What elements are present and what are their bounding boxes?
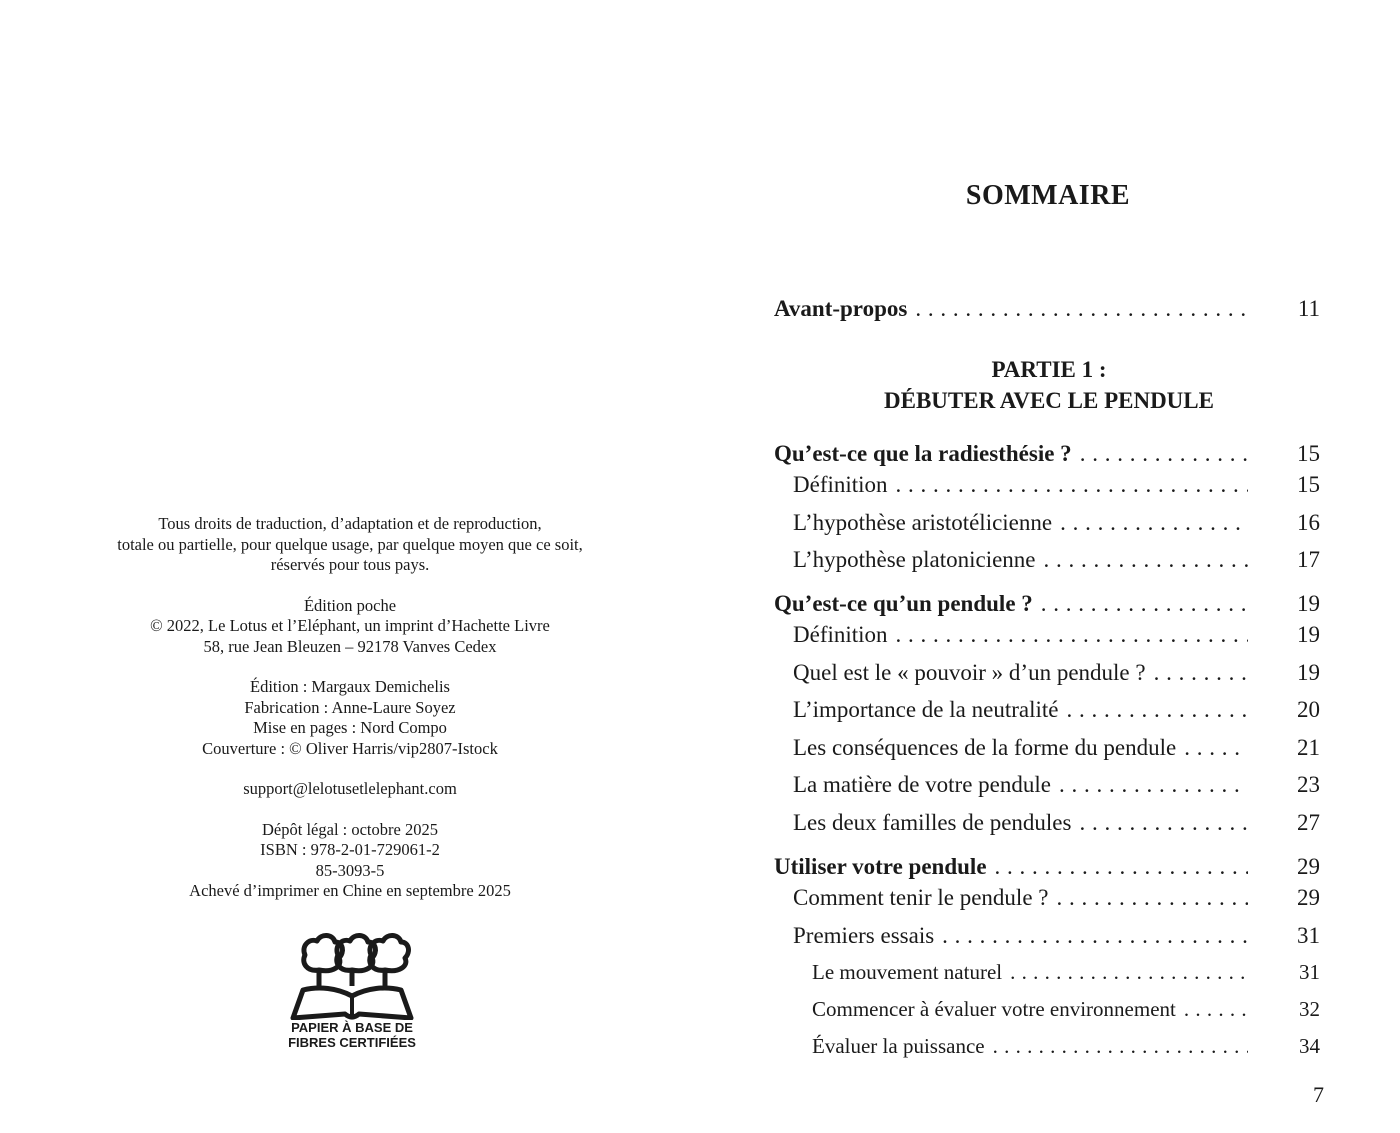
toc-entry-page: 19	[1297, 660, 1320, 685]
rights-line: Tous droits de traduction, d’adaptation et de reproduction,	[158, 514, 542, 533]
toc-entry-title: Évaluer la puissance	[812, 1034, 985, 1058]
toc-entry-page: 31	[1297, 923, 1320, 948]
toc-entry-title: Premiers essais	[793, 923, 935, 948]
dot-leader	[1184, 997, 1248, 1022]
toc-entry-page: 19	[1297, 591, 1320, 616]
dot-leader	[993, 1034, 1248, 1059]
dot-leader	[1154, 660, 1248, 686]
dot-leader	[896, 622, 1248, 648]
toc-entry-title: Qu’est-ce que la radiesthésie ?	[774, 441, 1072, 466]
logo-caption	[282, 1020, 422, 1050]
toc-entry-title: L’hypothèse aristotélicienne	[793, 510, 1053, 535]
page-number: 7	[1313, 1082, 1324, 1107]
toc-entry-section[interactable]	[774, 472, 1320, 502]
toc-entry-title: L’importance de la neutralité	[793, 697, 1059, 722]
toc-entry-page: 15	[1297, 472, 1320, 497]
dot-leader	[1184, 735, 1248, 761]
toc-entry-title: Les deux familles de pendules	[793, 810, 1072, 835]
edition-line: Édition poche	[303, 595, 397, 615]
rights-line: totale ou partielle, pour quelque usage, par quelque moyen que ce soit,	[117, 534, 583, 554]
certified-paper-logo	[282, 930, 422, 1050]
legal-line: Achevé d’imprimer en Chine en septembre 2025	[189, 881, 511, 900]
toc-entry-title: Utiliser votre pendule	[774, 854, 987, 879]
toc-entry-subsection[interactable]	[774, 997, 1320, 1027]
toc-entry-title: Le mouvement naturel	[812, 960, 1003, 984]
toc-entry-title: L’hypothèse platonicienne	[793, 547, 1036, 572]
toc-entry-chapter[interactable]	[774, 441, 1320, 471]
toc-entry-page: 27	[1297, 810, 1320, 835]
legal-line: 85-3093-5	[315, 860, 385, 880]
trees-book-icon	[289, 930, 415, 1020]
legal-line: ISBN : 978-2-01-729061-2	[260, 840, 440, 859]
toc-entry-title: Définition	[793, 472, 888, 497]
toc-entry-subsection[interactable]	[774, 960, 1320, 990]
toc-entry-page: 17	[1297, 547, 1320, 572]
toc-entry-title: Définition	[793, 622, 888, 647]
toc-entry-page: 23	[1297, 772, 1320, 797]
dot-leader	[942, 923, 1248, 949]
toc-entry-title: Qu’est-ce qu’un pendule ?	[774, 591, 1033, 616]
toc-entry-title: Comment tenir le pendule ?	[793, 885, 1049, 910]
toc-entry-title: La matière de votre pendule	[793, 772, 1051, 797]
dot-leader	[1010, 960, 1248, 985]
toc-heading-text: SOMMAIRE	[965, 180, 1131, 211]
copyright-block	[50, 514, 650, 922]
legal-info	[50, 820, 650, 902]
toc-entry-chapter[interactable]	[774, 854, 1320, 884]
staff-line: Fabrication : Anne-Laure Soyez	[244, 697, 456, 717]
dot-leader	[1056, 885, 1248, 911]
staff-line: Mise en pages : Nord Compo	[253, 718, 447, 737]
toc-entry-section[interactable]	[774, 622, 1320, 652]
toc-entry-section[interactable]	[774, 547, 1320, 577]
toc-entry-page: 29	[1297, 885, 1320, 910]
toc-entry-section[interactable]	[774, 923, 1320, 953]
toc-entry-page: 20	[1297, 697, 1320, 722]
toc-entry-title: Commencer à évaluer votre environnement	[812, 997, 1176, 1021]
legal-line: Dépôt légal : octobre 2025	[262, 819, 438, 839]
edition-line: 58, rue Jean Bleuzen – 92178 Vanves Cedex	[203, 636, 497, 656]
toc-entry-page: 32	[1299, 997, 1320, 1021]
dot-leader	[1060, 510, 1248, 536]
rights-line: réservés pour tous pays.	[270, 555, 430, 574]
dot-leader	[896, 472, 1248, 498]
toc-entry-section[interactable]	[774, 772, 1320, 802]
toc-entry-page: 29	[1297, 854, 1320, 879]
staff-line: Couverture : © Oliver Harris/vip2807-Istock	[202, 738, 498, 758]
toc-entry-page: 15	[1297, 441, 1320, 466]
dot-leader	[1080, 441, 1248, 467]
email-text: support@lelotusetlelephant.com	[243, 779, 457, 798]
part-title: DÉBUTER AVEC LE PENDULE	[884, 388, 1214, 413]
toc-entry-section[interactable]	[774, 697, 1320, 727]
toc-entry-page: 31	[1299, 960, 1320, 984]
toc-entry-title: Les conséquences de la forme du pendule	[793, 735, 1177, 760]
dot-leader	[1079, 810, 1248, 836]
toc-entry-subsection[interactable]	[774, 1034, 1320, 1064]
logo-caption-line: PAPIER À BASE DE	[291, 1020, 413, 1035]
staff-line: Édition : Margaux Demichelis	[250, 677, 450, 696]
dot-leader	[915, 296, 1248, 322]
staff-credits	[50, 677, 650, 759]
toc-entry-section[interactable]	[774, 660, 1320, 690]
toc-entry-title: Avant-propos	[774, 296, 908, 321]
toc-entry-chapter[interactable]	[774, 591, 1320, 621]
dot-leader	[1041, 591, 1248, 617]
toc-entry-section[interactable]	[774, 510, 1320, 540]
dot-leader	[1044, 547, 1249, 573]
logo-caption-line: FIBRES CERTIFIÉES	[288, 1035, 416, 1050]
toc-entry-section[interactable]	[774, 810, 1320, 840]
toc-entry-title: Quel est le « pouvoir » d’un pendule ?	[793, 660, 1146, 685]
toc-heading	[700, 180, 1400, 212]
edition-info	[50, 596, 650, 658]
toc-entry-page: 16	[1297, 510, 1320, 535]
toc-entry-page: 11	[1297, 296, 1320, 321]
toc-entry-chapter[interactable]	[774, 296, 1320, 326]
toc-entry-section[interactable]	[774, 885, 1320, 915]
toc-entry-section[interactable]	[774, 735, 1320, 765]
part-number: PARTIE 1 :	[991, 357, 1107, 382]
dot-leader	[1059, 772, 1248, 798]
rights-notice	[50, 514, 650, 576]
toc-entry-page: 19	[1297, 622, 1320, 647]
part-heading	[760, 354, 1338, 416]
dot-leader	[1066, 697, 1248, 723]
toc-entry-page: 34	[1299, 1034, 1320, 1058]
dot-leader	[995, 854, 1248, 880]
edition-line: © 2022, Le Lotus et l’Eléphant, un imprint d’Hachette Livre	[150, 616, 550, 635]
toc-entry-page: 21	[1297, 735, 1320, 760]
contact-email	[50, 779, 650, 800]
